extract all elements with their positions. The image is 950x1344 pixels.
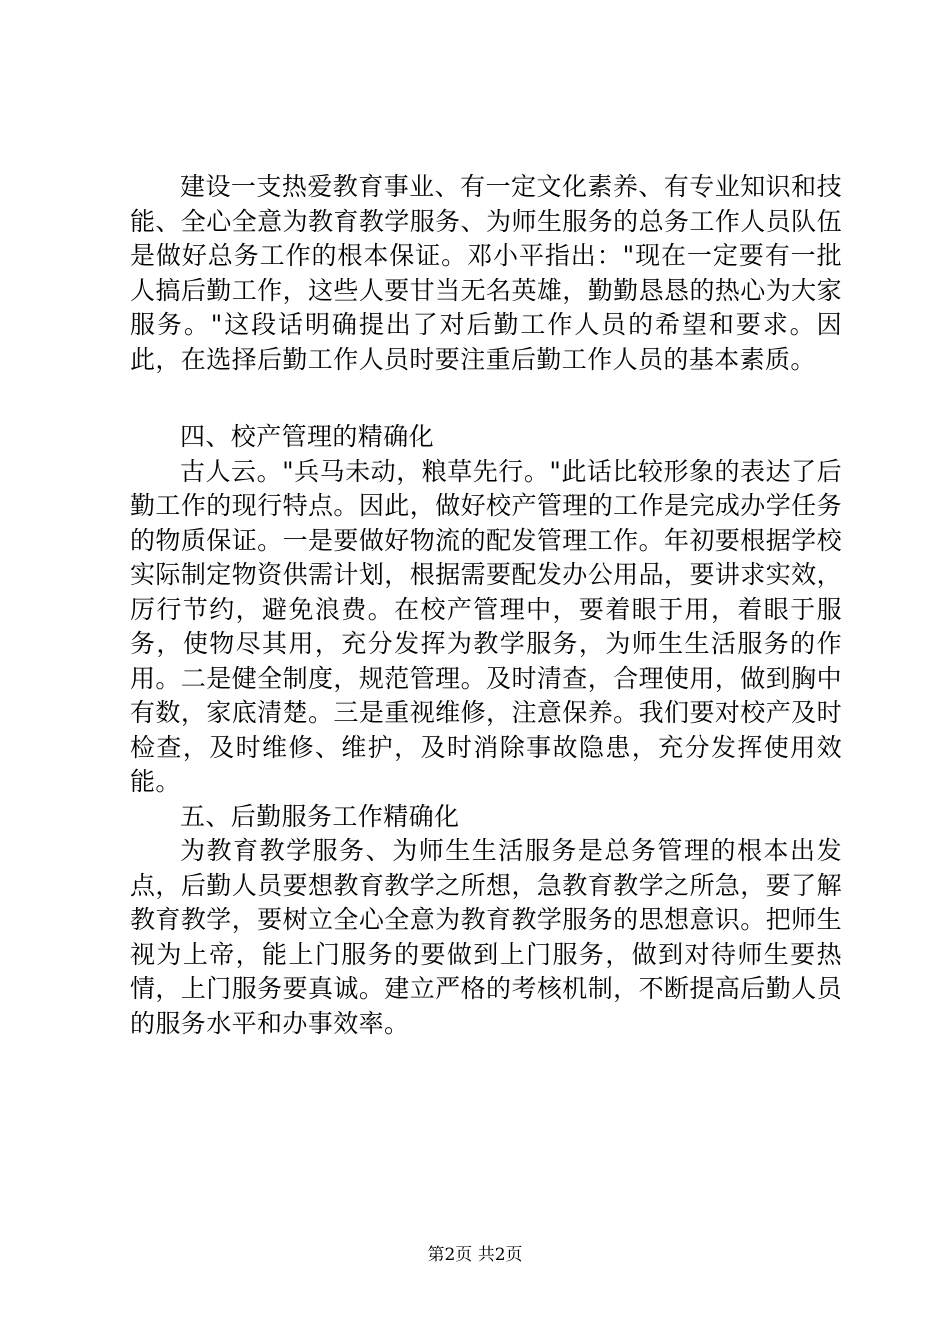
page-footer: 第2页 共2页 <box>427 1245 523 1265</box>
paragraph-staff-quality: 建设一支热爱教育事业、有一定文化素养、有专业知识和技能、全心全意为教育教学服务、为师生服务的总务工作人员队伍是做好总务工作的根本保证。邓小平指出："现在一定要有一批人搞后勤工作，这些人要甘当无名英雄，勤勤恳恳的热心为大家服务。"这段话明确提出了对后勤工作人员的希望和要求。因此，在选择后勤工作人员时要注重后勤工作人员的基本素质。 <box>130 172 842 374</box>
paragraph-asset-management: 古人云。"兵马未动，粮草先行。"此话比较形象的表达了后勤工作的现行特点。因此，做好校产管理的工作是完成办学任务的物质保证。一是要做好物流的配发管理工作。年初要根据学校实际制定物资供需计划，根据需要配发办公用品，要讲求实效，厉行节约，避免浪费。在校产管理中，要着眼于用，着眼于服务，使物尽其用，充分发挥为教学服务，为师生生活服务的作用。二是健全制度，规范管理。及时清查，合理使用，做到胸中有数，家底清楚。三是重视维修，注意保养。我们要对校产及时检查，及时维修、维护，及时消除事故隐患，充分发挥使用效能。 <box>130 456 842 796</box>
paragraph-logistics-service: 为教育教学服务、为师生生活服务是总务管理的根本出发点，后勤人员要想教育教学之所想，急教育教学之所急，要了解教育教学，要树立全心全意为教育教学服务的思想意识。把师生视为上帝，能上门服务的要做到上门服务，做到对待师生要热情，上门服务要真诚。建立严格的考核机制，不断提高后勤人员的服务水平和办事效率。 <box>130 836 842 1038</box>
heading-logistics-service: 五、后勤服务工作精确化 <box>180 801 460 831</box>
paragraph-gap <box>130 377 842 420</box>
document-body <box>130 170 842 1041</box>
heading-asset-management: 四、校产管理的精确化 <box>180 422 435 451</box>
